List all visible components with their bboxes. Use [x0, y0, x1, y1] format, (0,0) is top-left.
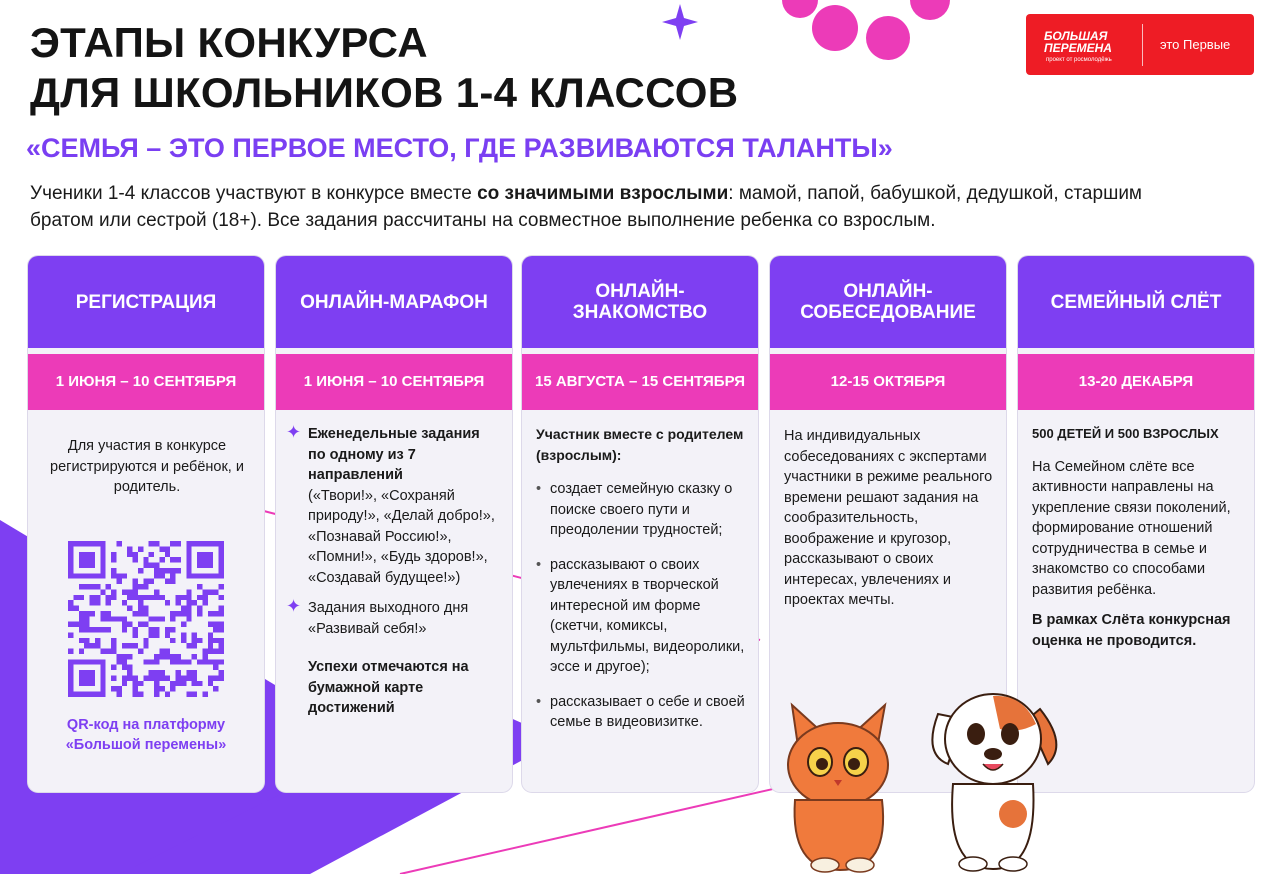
stage-text: На индивидуальных собеседованиях с экспертами участники в режиме реального времени решают задания на сообразительность, воображение и кругозор, рассказывают о своих интересах, увлечениях и проектах мечты.: [784, 428, 993, 608]
stage-lead: Участник вместе с родителем (взрослым):: [536, 426, 744, 463]
dog-mascot-illustration: [928, 684, 1068, 874]
intro-text: Ученики 1-4 классов участвуют в конкурсе вместе со значимыми взрослыми: мамой, папой, бабушкой, дедушкой, старшим братом или сестрой (18+). Все задания рассчитаны на совместное выполнение ребенка со взрослым.: [30, 183, 1142, 231]
page-title: ЭТАПЫ КОНКУРСА ДЛЯ ШКОЛЬНИКОВ 1-4 КЛАССОВ: [30, 19, 739, 116]
stage-date: 15 АВГУСТА – 15 СЕНТЯБРЯ: [522, 354, 758, 410]
stage-text: Для участия в конкурсе регистрируются и ребёнок, и родитель.: [50, 438, 244, 495]
stage-title: РЕГИСТРАЦИЯ: [28, 256, 264, 348]
list-item: • создает семейную сказку о поиске своего пути и преодолении трудностей;: [536, 479, 746, 541]
stage-date: 13-20 ДЕКАБРЯ: [1018, 354, 1254, 410]
brand-logo: БОЛЬШАЯ ПЕРЕМЕНА проект от росмолодёжь это Первые: [1026, 14, 1254, 75]
stage-title: ОНЛАЙН-МАРАФОН: [276, 256, 512, 348]
list-item: • рассказывают о своих увлечениях в творческой интересной им форме (скетчи, комиксы, мультфильмы, видеоролики, эссе и другое);: [536, 555, 746, 678]
stage-item-list: («Твори!», «Сохраняй природу!», «Делай добро!», «Познавай Россию!», «Помни!», «Будь здоров!», «Создавай будущее!»): [308, 487, 495, 586]
stage-date: 12-15 ОКТЯБРЯ: [770, 354, 1006, 410]
stage-registration: [28, 256, 264, 792]
stage-online-marathon: [276, 256, 512, 792]
stage-title: СЕМЕЙНЫЙ СЛЁТ: [1018, 256, 1254, 348]
sparkle-icon: ✦: [286, 422, 302, 442]
stage-bullets: [536, 479, 746, 733]
stage-date: 1 ИЮНЯ – 10 СЕНТЯБРЯ: [276, 354, 512, 410]
stage-item: Задания выходного дня «Развивай себя!»: [308, 600, 469, 637]
cat-mascot-illustration: [770, 700, 920, 874]
stage-footer: Успехи отмечаются на бумажной карте достижений: [308, 659, 469, 716]
stage-date: 1 ИЮНЯ – 10 СЕНТЯБРЯ: [28, 354, 264, 410]
stage-title: ОНЛАЙН-СОБЕСЕДОВАНИЕ: [770, 256, 1006, 348]
stage-item-bold: Еженедельные задания по одному из 7 направлений: [308, 426, 480, 483]
subtitle: «СЕМЬЯ – ЭТО ПЕРВОЕ МЕСТО, ГДЕ РАЗВИВАЮТСЯ ТАЛАНТЫ»: [26, 133, 893, 163]
stage-online-acquaintance: [522, 256, 758, 792]
stage-title: ОНЛАЙН-ЗНАКОМСТВО: [522, 256, 758, 348]
sparkle-icon: ✦: [286, 596, 302, 616]
stage-text: На Семейном слёте все активности направлены на укрепление связи поколений, формирование отношений сотрудничества в семье и знакомство со способами развития ребёнка.: [1032, 458, 1231, 598]
qr-code[interactable]: [68, 541, 224, 697]
qr-caption: QR-код на платформу «Большой перемены»: [65, 717, 227, 753]
stage-lead: 500 ДЕТЕЙ И 500 ВЗРОСЛЫХ: [1032, 426, 1219, 441]
stage-footer: В рамках Слёта конкурсная оценка не проводится.: [1032, 612, 1231, 649]
list-item: • рассказывает о себе и своей семье в видеовизитке.: [536, 692, 746, 733]
